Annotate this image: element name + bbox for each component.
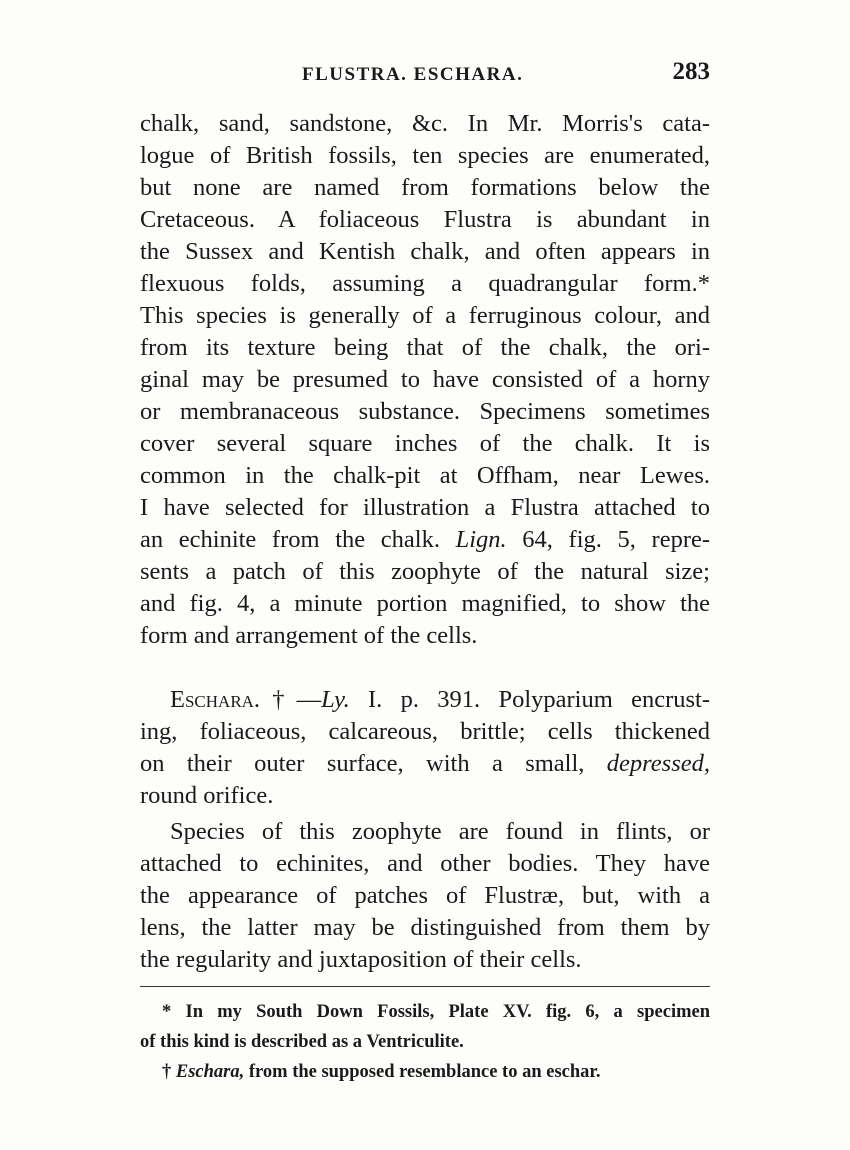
footnotes — [140, 997, 710, 1087]
paragraph-eschara-species — [140, 816, 710, 976]
text-line: flexuous folds, assuming a quadrangular form.* — [140, 270, 710, 297]
text-line: common in the chalk-pit at Offham, near Lewes. — [140, 462, 710, 489]
footnote-line — [140, 1057, 710, 1087]
text-line: from its texture being that of the chalk, the ori- — [140, 334, 710, 361]
text-line: logue of British fossils, ten species are enumerated, — [140, 142, 710, 169]
text-line: attached to echinites, and other bodies. They have — [140, 850, 710, 877]
text-line: lens, the latter may be distinguished from them by — [140, 914, 710, 941]
text-line: cover several square inches of the chalk. It is — [140, 430, 710, 457]
dagger-mark: † — [162, 1062, 176, 1082]
text-line: Species of this zoophyte are found in flints, or — [170, 818, 710, 845]
text-line: the Sussex and Kentish chalk, and often appears in — [140, 238, 710, 265]
text-segment: on their outer surface, with a small, — [140, 750, 607, 777]
paragraph-eschara-definition — [140, 684, 710, 812]
paragraph-flustra — [140, 108, 710, 652]
text-line: and fig. 4, a minute portion magnified, to show the — [140, 590, 710, 617]
page-number: 283 — [672, 58, 710, 85]
text-segment: 64, fig. 5, repre- — [506, 526, 711, 553]
text-line: I have selected for illustration a Flustra attached to — [140, 494, 710, 521]
text-line: or membranaceous substance. Specimens sometimes — [140, 398, 710, 425]
ly-reference: Ly. — [321, 686, 350, 713]
emphasis: depressed, — [606, 750, 710, 777]
text-segment: I. p. 391. Polyparium encrust- — [349, 686, 710, 713]
lign-reference: Lign. — [455, 526, 507, 553]
footnote-line: of this kind is described as a Ventriculite. — [140, 1032, 464, 1052]
running-head-title: FLUSTRA. ESCHARA. — [302, 64, 524, 85]
text-line: ing, foliaceous, calcareous, brittle; cells thickened — [140, 718, 710, 745]
text-line: round orifice. — [140, 782, 274, 809]
text-line: sents a patch of this zoophyte of the natural size; — [140, 558, 710, 585]
text-line: chalk, sand, sandstone, &c. In Mr. Morris's cata- — [140, 110, 710, 137]
genus-heading: Eschara. — [170, 686, 261, 713]
text-line — [140, 524, 710, 556]
text-line — [140, 748, 710, 780]
text-line: the regularity and juxtaposition of their cells. — [140, 946, 582, 973]
footnote-line: * In my South Down Fossils, Plate XV. fig. 6, a specimen — [162, 1002, 710, 1022]
footnote-divider — [140, 986, 710, 987]
running-head — [140, 58, 710, 96]
text-segment: an echinite from the chalk. — [140, 526, 440, 553]
text-segment: from the supposed resemblance to an eschar. — [244, 1062, 601, 1082]
text-line: Cretaceous. A foliaceous Flustra is abundant in — [140, 206, 710, 233]
text-line — [140, 684, 710, 716]
text-line: the appearance of patches of Flustræ, but, with a — [140, 882, 710, 909]
text-line: This species is generally of a ferruginous colour, and — [140, 302, 710, 329]
text-line: form and arrangement of the cells. — [140, 622, 478, 649]
text-line: ginal may be presumed to have consisted of a horny — [140, 366, 710, 393]
text-line: but none are named from formations below the — [140, 174, 710, 201]
emphasis: Eschara, — [175, 1062, 245, 1082]
dagger-mark: †— — [260, 686, 322, 713]
